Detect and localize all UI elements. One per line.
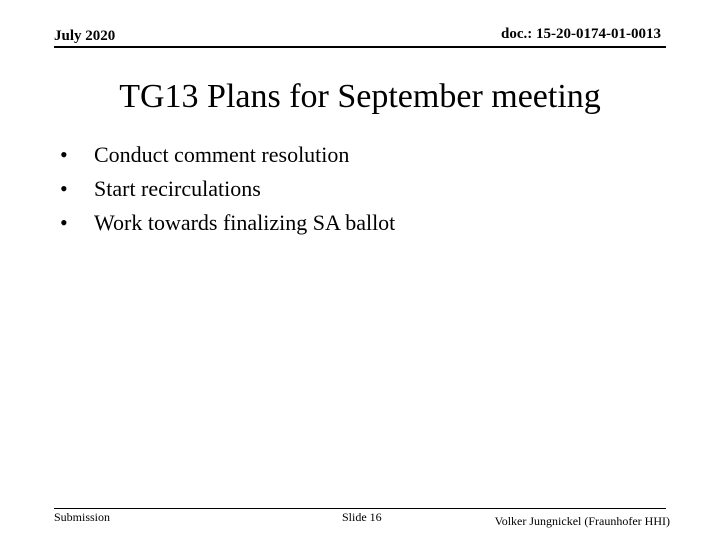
bullet-list <box>60 138 395 240</box>
bullet-icon: • <box>60 210 68 235</box>
bullet-item <box>60 172 395 206</box>
bullet-item <box>60 138 395 172</box>
footer-slide-number: Slide 16 <box>342 510 382 524</box>
bullet-text: Work towards finalizing SA ballot <box>94 210 396 235</box>
footer-author: Volker Jungnickel (Fraunhofer HHI) <box>494 514 670 528</box>
bullet-item <box>60 206 395 240</box>
footer-divider <box>54 508 666 509</box>
bullet-icon: • <box>60 176 68 201</box>
footer-submission: Submission <box>54 510 111 524</box>
header-date: July 2020 <box>54 28 116 44</box>
slide-title: TG13 Plans for September meeting <box>119 78 601 115</box>
bullet-icon: • <box>60 142 68 167</box>
bullet-text: Start recirculations <box>94 176 261 201</box>
header-divider <box>54 46 666 48</box>
bullet-text: Conduct comment resolution <box>94 142 350 167</box>
header-doc-id: doc.: 15-20-0174-01-0013 <box>501 26 661 42</box>
